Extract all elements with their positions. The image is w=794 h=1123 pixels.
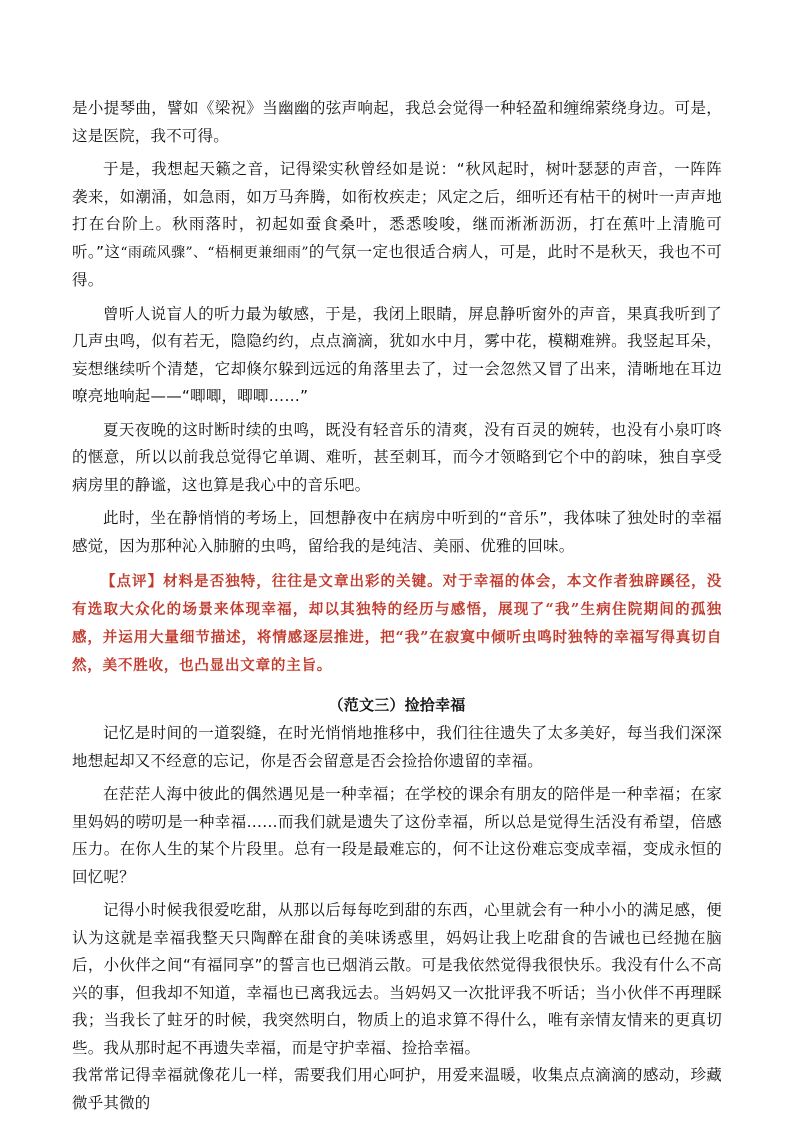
paragraph-insect-sound: 曾听人说盲人的听力最为敏感，于是，我闭上眼睛，屏息静听窗外的声音，果真我听到了几声虫鸣，似有若无，隐隐约约，点点滴滴，犹如水中月，雾中花，模糊难辨。我竖起耳朵，妄想继续听个清楚，它却倏尔躲到远远的角落里去了，过一会忽然又冒了出来，清晰地在耳边嘹亮地响起——“唧唧，唧唧……” <box>72 304 722 405</box>
paragraph-exam-room: 此时，坐在静悄悄的考场上，回想静夜中在病房中听到的“音乐”，我体味了独处时的幸福感觉，因为那种沁入肺腑的虫鸣，留给我的是纯洁、美丽、优雅的回味。 <box>72 509 722 555</box>
paragraph-childhood: 记得小时候我很爱吃甜，从那以后每每吃到甜的东西，心里就会有一种小小的满足感，便认为这就是幸福我整天只陶醉在甜食的美味诱惑里，妈妈让我上吃甜食的告诫也已经抛在脑后，小伙伴之间“有福同享”的誓言也已烟消云散。可是我依然觉得我很快乐。我没有什么不高兴的事，但我却不知道，幸福也已离我远去。当妈妈又一次批评我不听话；当小伙伴不再理睬我；当我长了蛀牙的时候，我突然明白，物质上的追求算不得什么，唯有亲情友情来的更真切些。我从那时起不再遗失幸福，而是守护幸福、捡拾幸福。 <box>72 901 722 1057</box>
commentary <box>72 568 722 680</box>
paragraph-encounters: 在茫茫人海中彼此的偶然遇见是一种幸福；在学校的课余有朋友的陪伴是一种幸福；在家里妈妈的唠叨是一种幸福……而我们就是遗失了这份幸福，所以总是觉得生活没有希望，倍感压力。在你人生的某个片段里。总有一段是最难忘的，何不让这份难忘变成幸福，变成永恒的回忆呢？ <box>72 785 722 886</box>
paragraph-text: 于是，我想起天籁之音，记得梁实秋曾经如是说：“秋风起时，树叶瑟瑟的声音，一阵阵袭来，如潮涌，如急雨，如万马奔腾，如衔枚疾走；风定之后，细听还有枯干的树叶一声声地打在台阶上。秋雨落时，初起如蚕食桑叶，悉悉唆唆，继而淅淅沥沥，打在蕉叶上清脆可听。”这 <box>72 160 722 261</box>
paragraph-summer-night: 夏天夜晚的这时断时续的虫鸣，既没有轻音乐的清爽，没有百灵的婉转，也没有小泉叮咚的惬意，所以以前我总觉得它单调、难听，甚至刺耳，而今才领略到它个中的韵味，独自享受病房里的静谧，这也算是我心中的音乐吧。 <box>72 420 722 494</box>
section-title: （范文三）捡拾幸福 <box>328 696 466 714</box>
paragraph-memory: 记忆是时间的一道裂缝，在时光悄悄地推移中，我们往往遗失了太多美好，每当我们深深地想起却又不经意的忘记，你是否会留意是否会捡拾你遗留的幸福。 <box>72 724 722 770</box>
commentary-tag: 【点评】 <box>101 573 164 590</box>
poem-quote: “雨疏风骤”、“梧桐更兼细雨” <box>120 244 309 261</box>
paragraph-continuation: 是小提琴曲，譬如《梁祝》当幽幽的弦声响起，我总会觉得一种轻盈和缠绵萦绕身边。可是，这是医院，我不可得。 <box>72 99 722 145</box>
paragraph-liang-shiqiu <box>72 156 722 295</box>
commentary-text: 材料是否独特，往往是文章出彩的关键。对于幸福的体会，本文作者独辟蹊径，没有选取大众化的场景来体现幸福，却以其独特的经历与感悟，展现了“我”生病住院期间的孤独感，并运用大量细节描述，将情感逐层推进，把“我”在寂寞中倾听虫鸣时独特的幸福写得真切自然，美不胜收，也凸显出文章的主旨。 <box>72 573 722 674</box>
paragraph-flowers: 我常常记得幸福就像花儿一样，需要我们用心呵护，用爱来温暖，收集点点滴滴的感动，珍藏微乎其微的 <box>72 1066 722 1112</box>
paragraph-text: 的气氛一定也很适合病人，可是，此时不是秋天，我也不可得。 <box>72 242 722 289</box>
